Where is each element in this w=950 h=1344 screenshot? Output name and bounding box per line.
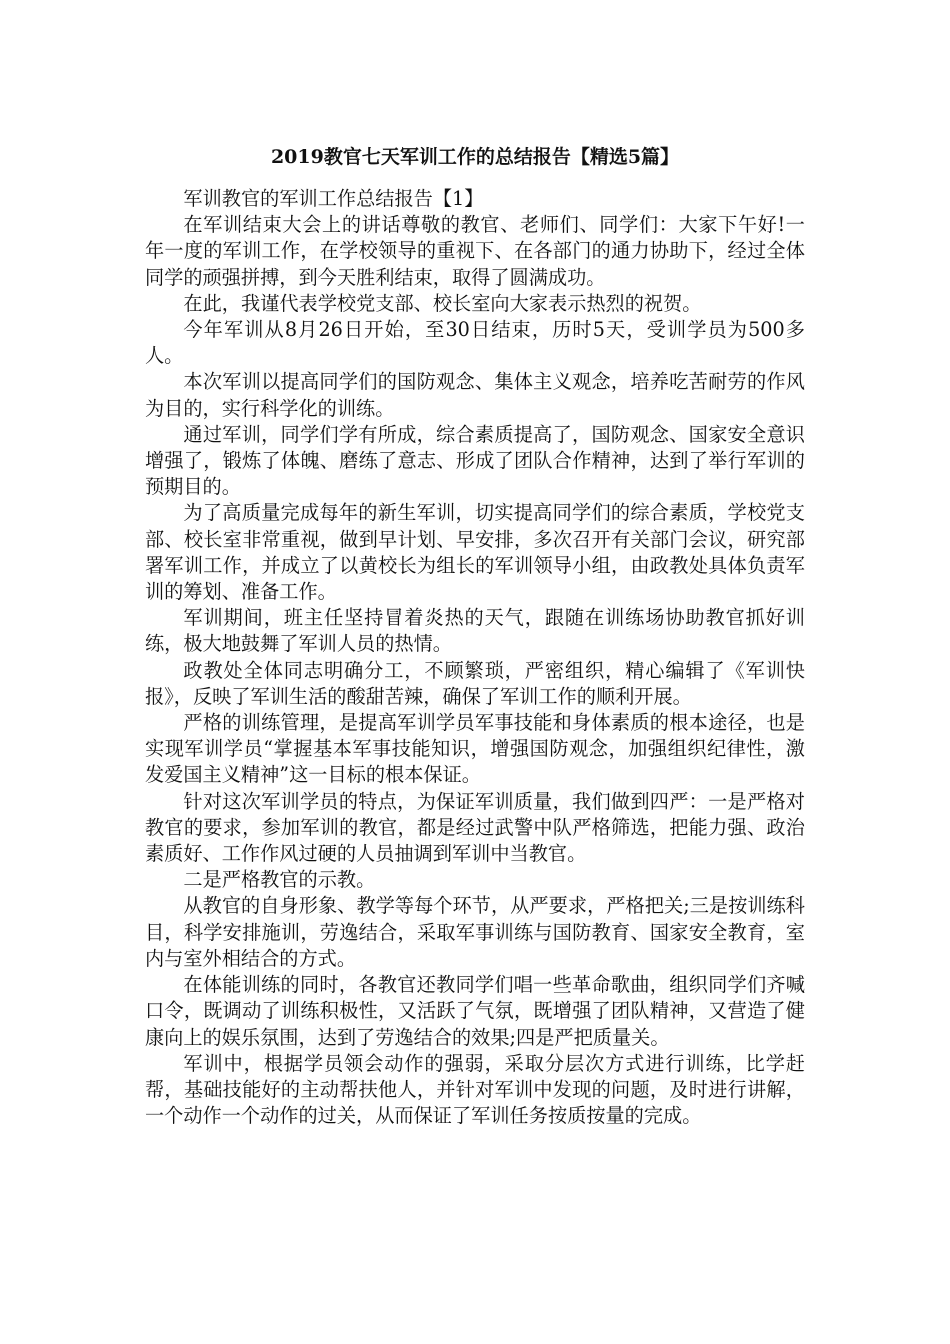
document-body — [145, 186, 805, 1129]
paragraph: 在军训结束大会上的讲话尊敬的教官、老师们、同学们：大家下午好!一年一度的军训工作，在学校领导的重视下、在各部门的通力协助下，经过全体同学的顽强拼搏，到今天胜利结束，取得了圆满成功。 — [145, 213, 805, 289]
paragraph: 本次军训以提高同学们的国防观念、集体主义观念，培养吃苦耐劳的作风为目的，实行科学化的训练。 — [145, 370, 805, 420]
paragraph: 政教处全体同志明确分工，不顾繁琐，严密组织，精心编辑了《军训快报》，反映了军训生活的酸甜苦辣，确保了军训工作的顺利开展。 — [145, 658, 805, 708]
paragraph: 在此，我谨代表学校党支部、校长室向大家表示热烈的祝贺。 — [183, 291, 702, 315]
paragraph: 在体能训练的同时，各教官还教同学们唱一些革命歌曲，组织同学们齐喊口令，既调动了训练积极性，又活跃了气氛，既增强了团队精神，又营造了健康向上的娱乐氛围，达到了劳逸结合的效果;四是严把质量关。 — [145, 973, 805, 1049]
paragraph: 针对这次军训学员的特点，为保证军训质量，我们做到四严：一是严格对教官的要求，参加军训的教官，都是经过武警中队严格筛选，把能力强、政治素质好、工作作风过硬的人员抽调到军训中当教官。 — [145, 789, 805, 866]
section-heading: 军训教官的军训工作总结报告【1】 — [183, 187, 484, 210]
document-title: 2019教官七天军训工作的总结报告【精选5篇】 — [270, 146, 680, 168]
paragraph: 通过军训，同学们学有所成，综合素质提高了，国防观念、国家安全意识增强了，锻炼了体魄、磨练了意志、形成了团队合作精神，达到了举行军训的预期目的。 — [145, 422, 805, 499]
paragraph: 严格的训练管理，是提高军训学员军事技能和身体素质的根本途径，也是实现军训学员“掌握基本军事技能知识，增强国防观念，加强组织纪律性，激发爱国主义精神”这一目标的根本保证。 — [145, 711, 805, 787]
paragraph: 军训中，根据学员领会动作的强弱，采取分层次方式进行训练，比学赶帮，基础技能好的主动帮扶他人，并针对军训中发现的问题，及时进行讲解，一个动作一个动作的过关，从而保证了军训任务按质按量的完成。 — [145, 1051, 805, 1128]
paragraph: 为了高质量完成每年的新生军训，切实提高同学们的综合素质，学校党支部、校长室非常重视，做到早计划、早安排，多次召开有关部门会议，研究部署军训工作，并成立了以黄校长为组长的军训领导小组，由政教处具体负责军训的筹划、准备工作。 — [145, 501, 805, 604]
paragraph: 今年军训从8月26日开始，至30日结束，历时5天，受训学员为500多人。 — [145, 318, 805, 368]
paragraph: 军训期间，班主任坚持冒着炎热的天气，跟随在训练场协助教官抓好训练，极大地鼓舞了军训人员的热情。 — [145, 606, 805, 656]
paragraph: 二是严格教官的示教。 — [183, 868, 376, 892]
paragraph: 从教官的自身形象、教学等每个环节，从严要求，严格把关;三是按训练科目，科学安排施训，劳逸结合，采取军事训练与国防教育、国家安全教育，室内与室外相结合的方式。 — [145, 894, 805, 970]
